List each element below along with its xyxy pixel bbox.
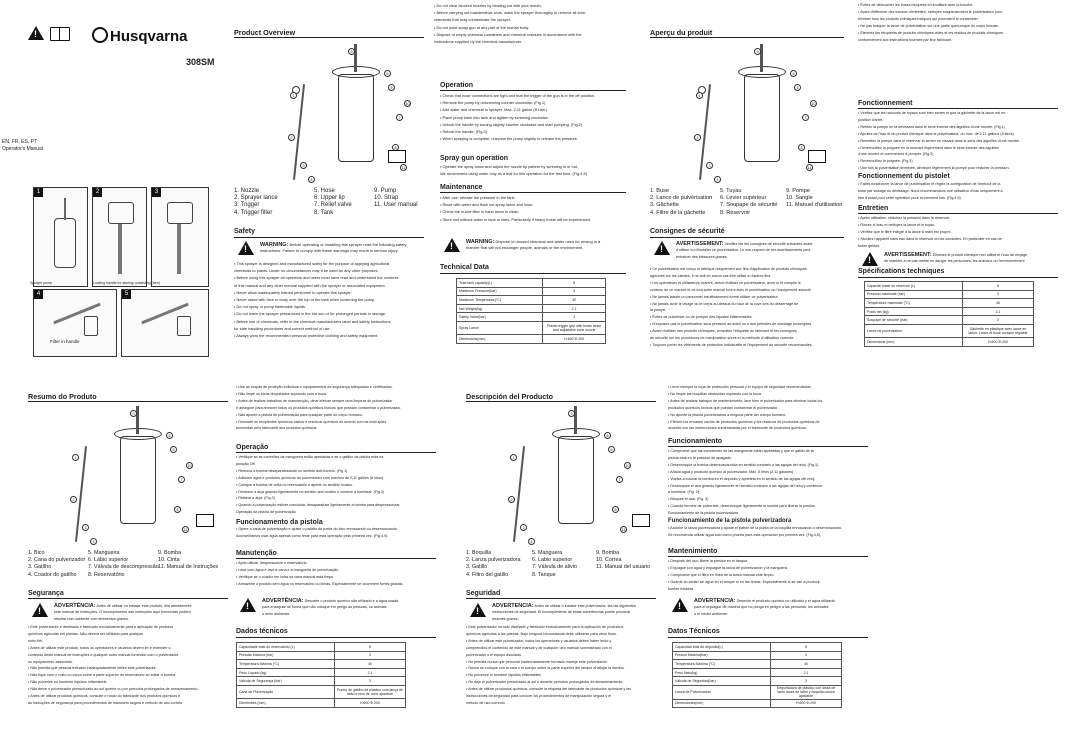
manual-book-icon [632, 514, 650, 527]
callout-1: 1 [290, 92, 297, 99]
callout-7: 7 [802, 114, 809, 121]
maintenance-title: Mantenimiento [668, 548, 718, 555]
technical-data-title: Spécifications techniques [858, 268, 945, 275]
safety-list: • Ce pulvérisateur est conçu et fabriqué uniquement aux fins d'application de produits chimiques agricoles sur les plantes. Il ne doit en aucun cas être utilisé à d'autres fins. • Les opérateurs et utilisateurs doivent, avant d'utiliser ce pulvérisateur, avoir lu et compris le contenu de ce manuel et de tout autre manuel fourni avec le pulvérisateur ou l'équipement associé. • Ne jamais laisser un personnel insuffisamment formé utiliser ce pulvérisateur. • Ne jamais avoir le visage ou le corps au-dessus du haut de la cuve lors du desserrage de la pompe. • Évitez de pulvériser ou de pomper des liquides inflammables. • N'exposez pas le pulvérisateur sous pression au soleil ou à des périodes de stockage prolongées. • Avant d'utiliser des produits chimiques, consultez l'étiquette du fabricant et les consignes de sécurité sur les procédures de manipulation sûres et la méthode d'utilisation correcte. • Toujours porter les vêtements de protection individuelle et l'équipement de sécurité recommandés. [650, 267, 813, 347]
callout-4: 4 [90, 538, 97, 545]
page-en-right [428, 0, 628, 370]
callout-10: 10 [405, 102, 410, 106]
callout-11: 11 [183, 528, 188, 532]
safety-list-continued: • Do not clear blocked nozzles by blowing out with your mouth. • Before carrying out maintenance work, wash the sprayer thoroughly to remove all toxic chemicals that may contaminate the sprayer. • Do not point spray gun at any part of the human body. • Dispose of empty chemical containers and chemical residues in accordance with the instructions supplied by the chemical manufacturer. [434, 3, 586, 45]
disposal-warning: WARNING: Dispose of unused chemical and water used for rinsing in a manner that will not endanger people, animals or the environment. [466, 239, 601, 251]
caption-sprayer-pump: Sprayer pump [30, 281, 52, 285]
spray-gun-title: Funcionamiento de la pistola pulverizadora [668, 518, 792, 524]
callout-11: 11 [807, 166, 812, 170]
safety-list-continued: • Lleve siempre la ropa de protección personal y el equipo de seguridad recomendados. • No limpie las boquillas obstruidas soplando con la boca. • Antes de realizar trabajos de mantenimiento, lave bien el pulverizador para eliminar todos los productos químicos tóxicos que puedan contaminar el pulverizador. • No apunte la pistola pulverizadora a ninguna parte del cuerpo humano. • Elimine los envases vacíos de productos químicos y los residuos de productos químicos de acuerdo con las instrucciones suministradas por el fabricante de productos químicos. [668, 385, 823, 431]
callout-1: 1 [72, 454, 79, 461]
technical-data-title: Datos Técnicos [668, 628, 720, 635]
safety-warning: ADVERTÊNCIA: Antes de utilizar ou instalar este produto, leia atentamente este manual de instruções. O incumprimento das instruções aqui fornecidas poderá resultar num acidente com ferimentos graves. [54, 603, 192, 621]
page-es-right [664, 374, 884, 744]
overview-title: Aperçu du produit [650, 28, 713, 37]
callout-7: 7 [178, 476, 185, 483]
callout-9: 9 [568, 410, 575, 417]
maintenance-title: Entretien [858, 205, 889, 212]
callout-7: 7 [616, 476, 623, 483]
callout-6: 6 [604, 432, 611, 439]
callout-2: 2 [70, 496, 77, 503]
manual-title: Operator's Manual [2, 146, 43, 152]
manual-book-icon [808, 150, 826, 163]
technical-data-table: Total tank capacity(L) 8 Maximum Pressure(bar) 3 Maximum Temperature(°C) 40 Net Weight(kg) 2.1 Safety Valve(bar) 3 Spray Lance Plastic trigger grip with brass lance and adjustable cone nozzle Dimensions(mm) H:600 Φ:200 [456, 278, 606, 344]
operation-list: • Compruebe que las conexiones de las mangueras están apretadas y que el gatillo de la pistola está en la posición de apagado. • Desenrosque la bomba desenroscándola en sentido contrario a las agujas del reloj. (Fig.1) • Añada agua y producto químico al pulverizador. Máx. 8 litros (2,11 galones). • Vuelva a colocar la bomba en el depósito y apriétela en el sentido de las agujas del reloj. • Desbloquee el asa girando ligeramente en sentido contrario a las agujas del reloj y comience a bombear. (Fig. 2) • Bloquee el asa. (Fig. 3) • Cuando termine de pulverizar, desenrosque ligeramente la bomba para liberar la presión. Funcionamiento de la pistola pulverizadora [668, 449, 823, 516]
disposal-warning: ADVERTENCIA: Deseche el producto químico no utilizado y el agua utilizada para el enjuague de manera que no ponga en peligro a las personas, los animales o el medio ambiente. [694, 598, 835, 616]
callout-5: 5 [608, 446, 615, 453]
callout-11: 11 [621, 528, 626, 532]
callout-7: 7 [396, 114, 403, 121]
callout-5: 5 [388, 84, 395, 91]
disposal-warning: AVERTISSEMENT: Éliminez le produit chimique non utilisé et l'eau de rinçage de manière à ne pas mettre en danger les personnes, les animaux ou l'environnement. [884, 252, 1028, 264]
spray-gun-title: Fonctionnement du pistolet [858, 173, 950, 180]
maintenance-list: • After use, release the pressure in the tank. • Rinse with water and flush out spray lance and hose. • Check the in-line filter in hand lance is clean. • Store unit without water in tank or lines. Particularly if heavy frosts will be experienced. [440, 195, 592, 222]
callout-8: 8 [612, 506, 619, 513]
safety-warning: ADVERTENCIA: Antes de utilizar o instalar este pulverizador, lea las siguientes instrucciones de seguridad. El incumplimiento de estas advertencias puede provocar lesiones graves. [492, 603, 636, 621]
warning-triangle-icon [240, 598, 256, 612]
warning-triangle-icon [28, 26, 44, 40]
manual-book-icon [388, 150, 406, 163]
callout-4: 4 [528, 538, 535, 545]
page-pt-left [0, 374, 232, 744]
warning-triangle-icon [470, 603, 486, 617]
operation-title: Operação [236, 444, 269, 451]
callout-4: 4 [308, 176, 315, 183]
warning-triangle-icon [862, 252, 878, 266]
caption-locking-handle: Locking handle for storing/ untwisting (turn) [93, 281, 160, 285]
technical-data-table: Capacité totale du réservoir (L) 8 Pression maximale (bar) 3 Température maximale (°C) 40 Poids net (kg) 2.1 Soupape de sécurité (bar) 3 Lance de pulvérisation Gâchette en plastique avec lance en laiton. Lance et buse conique réglable Dimensions (mm) H:600 Φ:200 [864, 281, 1034, 347]
callout-2: 2 [694, 134, 701, 141]
spray-gun-list: • Accione la lanza pulverizadora y ajuste el patrón de la punta de la boquilla enroscando o desenroscando. Se recomienda utilizar agua sólo como prueba para esta operación por primera vez. (Fig.4,5). [668, 526, 842, 537]
callout-6: 6 [384, 70, 391, 77]
sprayer-illustration [70, 406, 210, 546]
callout-6: 6 [790, 70, 797, 77]
overview-title: Product Overview [234, 28, 296, 37]
spray-gun-list: • Opere a cana de pulverização e ajuste o padrão da ponta do bico enroscando ou desenroscando. Aconselhamos usar água apenas como teste para esta operação pela primeira vez. (Fig.4,5) [236, 527, 399, 538]
callout-5: 5 [794, 84, 801, 91]
operation-list: • Vérifiez que les raccords de tuyaux sont bien serrés et que la gâchette de la lance est en position d'arrêt. • Retirez la pompe en la dévissant dans le sens inverse des aiguilles d'une montre. (Fig.1) • Ajoutez de l'eau et du produit chimique dans le pulvérisateur, ou max. de 2,11 gallons (8 litres). • Remettez la pompe dans le réservoir et serrez en vissant dans le sens des aiguilles d'une montre. • Déverrouillez la poignée en la tournant légèrement dans le sens inverse des aiguilles d'une montre et commencez à pomper. (Fig.2) • Reverrouillez la poignée. (Fig.3) • Une fois la pulvérisation terminée, dévissez légèrement la pompe pour relâcher la pression. [858, 111, 1021, 171]
overview-title: Resumo do Produto [28, 392, 97, 401]
technical-data-title: Technical Data [440, 264, 489, 271]
maintenance-list: • Después del uso, libere la presión en el tanque. • Enjuague con agua y enjuague la lanza de pulverización y la manguera. • Compruebe que el filtro en línea de la lanza manual esté limpio. • Guarde la unidad sin agua en el tanque ni en las líneas. Especialmente si se van a producir fuertes heladas. [668, 559, 820, 591]
safety-warning: AVERTISSEMENT: Veuillez lire les consignes de sécurité suivantes avant d'utiliser ou d'installer ce pulvérisateur. Le non-respect de ces avertissements peut entraîner des blessures graves. [676, 241, 813, 259]
page-fr-right [854, 0, 1073, 370]
callout-8: 8 [798, 144, 805, 151]
callout-10: 10 [625, 464, 630, 468]
figure-1: 1 [33, 187, 88, 287]
callout-2: 2 [288, 134, 295, 141]
brand-name: Husqvarna [110, 28, 188, 45]
page-en-left [228, 0, 428, 370]
callout-8: 8 [174, 506, 181, 513]
caption-filter-handle: Filter in handle [50, 339, 80, 344]
manual-book-icon [196, 514, 214, 527]
callout-10: 10 [811, 102, 816, 106]
parts-list: 1. Nozzle 2. Sprayer lance 3. Trigger 4. Trigger filter 5. Hose 6. Upper lip 7. Relief valve 8. Tank 9. Pump 10. Strap 11. User manual [234, 188, 418, 216]
safety-list: • Este pulverizador ha sido diseñado y fabricado exclusivamente para la aplicación de productos químicos agrícolas a las plantas. Bajo ninguna circunstancia debe utilizarse para otros fines. • Antes de utilizar este pulverizador, todos los operadores y usuarios deben haber leído y comprendido el contenido de este manual y de cualquier otro manual suministrado con el pulverizador o el equipo asociado. • No permita nunca que personal inadecuadamente formado maneje este pulverizador. • Nunca se coloque con la cara o el cuerpo sobre la parte superior del tanque al aflojar la bomba. • No pulverice ni bombee líquidos inflamables. • No deje el pulverizador presurizado al sol o durante períodos prolongados de almacenamiento. • Antes de utilizar productos químicos, consulte la etiqueta del fabricante de productos químicos y las instrucciones de seguridad para conocer los procedimientos de manipulación segura y el método de uso correcto. [466, 625, 632, 705]
sprayer-illustration [508, 406, 648, 546]
warning-triangle-icon [238, 241, 254, 255]
callout-3: 3 [706, 162, 713, 169]
callout-9: 9 [130, 410, 137, 417]
callout-3: 3 [300, 162, 307, 169]
spray-gun-list: • Operate the spray lance and adjust the nozzle tip pattern by screwing in or out. We recommend using water only as a trial for this operation for the first time. (Fig.4,5) [440, 164, 587, 177]
callout-11: 11 [401, 166, 406, 170]
safety-list: • Este pulverizador é destinado e fabricado exclusivamente para a aplicação de produtos químicos agrícolas em plantas. Não deverá ser utilizado para qualquer outro fim. • Antes de utilizar este produto, todos os operadores e usuários devem ler e entender o conteúdo deste manual de instruções e qualquer outro manual fornecido com o pulverizador ou equipamento associado. • Não permita que pessoal treinado inadequadamente utilize este pulverizador. • Não fique com o rosto ou corpo sobre a parte superior do reservatório ao soltar a bomba. • Não pulverize ou bombeie líquidos inflamáveis. • Não deixe o pulverizador pressurizado ao sol quente ou por períodos prolongados de armazenamento. • Antes de utilizar produtos químicos, consulte o rótulo do fabricante dos produtos químicos e as instruções de segurança para procedimentos de manuseio seguro e método de uso correto. [28, 625, 199, 705]
maintenance-list: • Após utilizar, despressurize o reservatório. • Lave com água e lave a cana e a mangueira de pulverização. • Verifique se o coador em linha na cana manual está limpo. • Armazene o produto sem água no reservatório ou linhas. Especialmente se ocorrerem fortes geadas. [236, 561, 404, 586]
operation-list: • Check that hose connections are tight and that the trigger of the gun is in the off position. • Remove the pump by unscrewing counter clockwise. (Fig.1) • Add water and chemical to sprayer. Max. 2,11 gallon (8 Liter). • Place pump back into tank and tighten by screwing clockwise. • Unlock the handle by turning slightly counter clockwise and start pumping. (Fig.2) • Relock the handle. (Fig.3) • When spraying is complete, unscrew the pump slightly to release the pressure. [440, 93, 596, 142]
warning-triangle-icon [32, 603, 48, 617]
figure-4: 4 [33, 289, 117, 357]
figure-5: 5 [121, 289, 209, 357]
technical-data-table: Capacidade total do reservatório (L) 8 Pressão Máxima (bar) 3 Temperatura Máxima (°C) 40 Peso Líquido (kg) 2,1 Válvula de Segurança (bar) 3 Cana de Pulverização Punho de gatilho de plástico com lança de latão e bico de cone ajustável Dimensões (mm) H:600 Φ:200 [236, 642, 406, 708]
callout-10: 10 [187, 464, 192, 468]
callout-3: 3 [82, 524, 89, 531]
parts-list: 1. Bico 2. Cana do pulverizador 3. Gatilho 4. Coador do gatilho 5. Mangueira 6. Lábio superior 7. Válvula de descompressão 8. Reservatório 9. Bomba 10. Cinta 11. Manual de Instruções [28, 550, 219, 578]
page-pt-right [232, 374, 444, 744]
technical-data-title: Dados técnicos [236, 628, 288, 635]
safety-title: Safety [234, 228, 256, 235]
operation-list: • Verifique se as conexões da mangueira estão apertadas e se o gatilho da pistola está na posição Off. • Remova a bomba desaparafusando no sentido anti-horário. (Fig.1) • Adicione água e produtos químicos ao pulverizador com máximo de 2,11 galões (8 litros). • Coloque a bomba de volta no reservatório e aperte no sentido horário. • Destrave a alça girando ligeiramente no sentido anti-horário e comece a bombear. (Fig.2) • Retrave a alça. (Fig.3) • Quando a pulverização estiver concluída, desaparafuse ligeiramente a bomba para despressurizar. Operação da pistola de pulverização [236, 455, 401, 515]
operation-title: Funcionamiento [668, 438, 723, 445]
page-es-left [464, 374, 664, 744]
read-manual-icon [50, 27, 70, 41]
callout-6: 6 [166, 432, 173, 439]
callout-1: 1 [696, 92, 703, 99]
operation-title: Operation [440, 82, 474, 89]
warning-triangle-icon [654, 241, 670, 255]
callout-4: 4 [714, 176, 721, 183]
husqvarna-logo-icon [92, 27, 108, 43]
callout-5: 5 [170, 446, 177, 453]
callout-2: 2 [508, 496, 515, 503]
operation-title: Fonctionnement [858, 100, 913, 107]
safety-list: • This sprayer is designed and manufactured solely for the purpose of applying agricultural chemicals to plants. Under no circumstances may it be used for any other purposes. • Before using this sprayer all operators and users must have read and understand the contents of this manual and any other manual supplied with the sprayer or associated equipment. • Never allow inadequately trained personnel to operate this sprayer. • Never stand with face or body over the top of the tank when loosening the pump. • Do not spray or pump flammable liquids. • Do not leave the sprayer pressurized in the hot sun or for prolonged periods in storage. • Before use of chemicals, refer to the chemical manufacturers label and safety instructions for safe handling procedures and correct method of use. • Always wear the recommended personal protective clothing and safety equipment. [234, 261, 399, 339]
languages: EN, FR, ES, PT [2, 139, 38, 145]
callout-3: 3 [520, 524, 527, 531]
safety-list-continued: • Évitez de déboucher les buses bloquées en soufflant avec la bouche. • Avant d'effectuer des travaux d'entretien, nettoyez soigneusement le pulvérisateur pour éliminer tous les produits chimiques toxiques qui pourraient le contaminer. • Ne pas braquer la lance de pulvérisation sur une partie quelconque du corps humain. • Éliminez les récipients de produits chimiques vides et les résidus de produits chimiques conformément aux instructions fournies par leur fabricant. [858, 3, 1003, 42]
maintenance-title: Maintenance [440, 184, 483, 191]
parts-list: 1. Buse 2. Lance de pulvérisation 3. Gâchette 4. Filtre de la gâchette 5. Tuyau 6. Levier supérieur 7. Soupape de sécurité 8. Réservoir 9. Pompe 10. Sangle 11. Manuel d'utilisation [650, 188, 843, 216]
parts-list: 1. Boquilla 2. Lanza pulverizadora 3. Gatillo 4. Filtro del gatillo 5. Manguera 6. Labio superior 7. Válvula de alivio 8. Tanque 9. Bomba 10. Correa 11. Manual del usuario [466, 550, 651, 578]
safety-title: Consignes de sécurité [650, 228, 725, 235]
model-number: 308SM [186, 57, 215, 67]
disposal-warning: ADVERTÊNCIA: Descarte o produto químico não utilizado e a água usada para enxaguar de forma que não coloque em perigo as pessoas, os animais o meio ambiente. [262, 598, 399, 616]
spray-gun-title: Funcionamento da pistola [236, 519, 323, 526]
sprayer-illustration [694, 44, 824, 184]
technical-data-table: Capacidad total de depósito(L) 8 Presión Máxima(bar) 3 Temperatura Máxima (°C) 40 Peso Neto(kg) 2.1 Válvula de Seguridad(bar) 3 Lanza de Pulverización Empuñadura de plástico con lanza de latón lanza de latón y boquilla cónica ajustable Dimensiones(mm) H:600 Φ:200 [672, 642, 842, 708]
callout-9: 9 [348, 48, 355, 55]
callout-8: 8 [392, 144, 399, 151]
figure-2: 2 [92, 187, 147, 287]
warning-triangle-icon [444, 238, 460, 252]
page-fr-left [648, 0, 854, 370]
safety-warning: WARNING: Before operating or installing this sprayer read the following safety instructions. Failure to comply with these warnings may result in serious injury. [260, 242, 407, 254]
sprayer-illustration [288, 44, 418, 184]
callout-9: 9 [754, 48, 761, 55]
spray-gun-list: • Faites fonctionner la lance de pulvérisation et réglez la configuration de l'embout de la buse par vissage ou dévissage. Nous recommandons une utilisation d'eau uniquement à titre d'essai pour cette opération pour la première fois. (Fig.4,5) [858, 182, 1003, 200]
callout-1: 1 [510, 454, 517, 461]
safety-title: Seguridad [466, 590, 501, 597]
figure-3: 3 [151, 187, 209, 287]
maintenance-title: Manutenção [236, 550, 277, 557]
safety-title: Segurança [28, 590, 64, 597]
spray-gun-title: Spray gun operation [440, 155, 509, 162]
cover-page [0, 0, 228, 370]
warning-triangle-icon [672, 598, 688, 612]
overview-title: Descripción del Producto [466, 392, 554, 401]
safety-list-continued: • Use as roupas de proteção individual e equipamentos de segurança adequados e certificados. • Não limpe os bicos bloqueados soprando com a boca. • Antes de realizar trabalhos de manutenção, deve efetuar sempre uma limpeza do pulverizador e assegure para remover todos os produtos químicos tóxicos que possam contaminar o pulverizador. • Não aponte a pistola de pulverização para qualquer parte do corpo humano. • Descarte os recipientes químicos vazios e resíduos químicos de acordo com as instruções fornecidas pelo fabricante dos produtos químicos. [236, 385, 402, 431]
maintenance-list: • Après utilisation, relâchez la pression dans le réservoir. • Rincez à l'eau et nettoyez la lance et le tuyau. • Vérifiez que le filtre intégré à la lance à main est propre. • Stockez l'appareil sans eau dans le réservoir ou les conduites. En particulier en cas de fortes gelées. [858, 216, 1002, 248]
